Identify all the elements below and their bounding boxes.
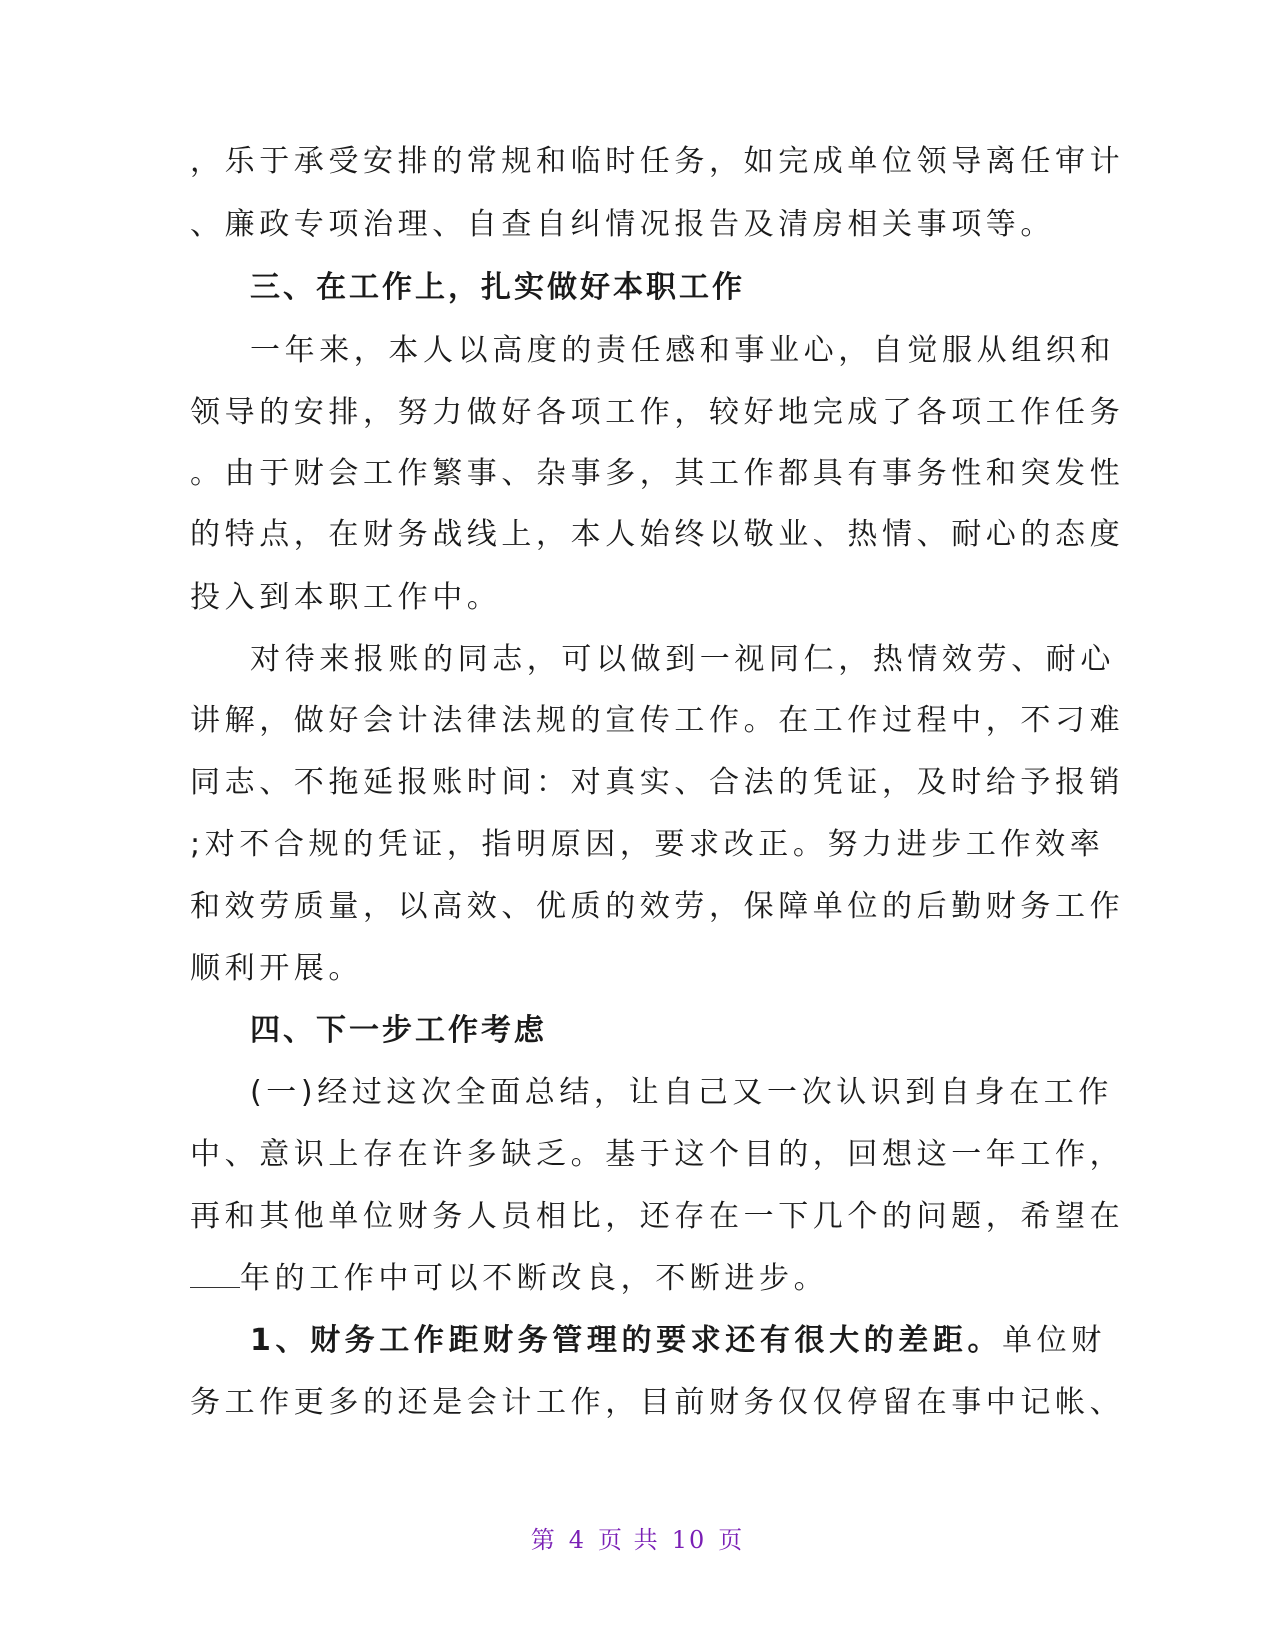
paragraph-line: 对待来报账的同志，可以做到一视同仁，热情效劳、耐心: [250, 642, 1115, 677]
numbered-point-text: 单位财: [1002, 1323, 1106, 1358]
paragraph-line: 、廉政专项治理、自查自纠情况报告及清房相关事项等。: [190, 207, 1055, 242]
paragraph-line: 同志、不拖延报账时间：对真实、合法的凭证，及时给予报销: [190, 765, 1125, 800]
paragraph-line-numbered: [250, 1321, 1106, 1361]
paragraph-line: 领导的安排，努力做好各项工作，较好地完成了各项工作任务: [190, 395, 1125, 430]
paragraph-line: (一)经过这次全面总结，让自己又一次认识到自身在工作: [250, 1075, 1114, 1110]
paragraph-line: 投入到本职工作中。: [190, 580, 502, 615]
paragraph-line: 和效劳质量，以高效、优质的效劳，保障单位的后勤财务工作: [190, 889, 1125, 924]
paragraph-line-text: 年的工作中可以不断改良，不断进步。: [240, 1261, 829, 1296]
footer-middle: 页 共: [598, 1526, 660, 1554]
section-heading-3: 三、在工作上，扎实做好本职工作: [250, 270, 745, 305]
paragraph-line: ;对不合规的凭证，指明原因，要求改正。努力进步工作效率: [190, 827, 1105, 862]
paragraph-line: 的特点，在财务战线上，本人始终以敬业、热情、耐心的态度: [190, 517, 1125, 552]
paragraph-line: 再和其他单位财务人员相比，还存在一下几个的问题，希望在: [190, 1199, 1125, 1234]
paragraph-line: 顺利开展。: [190, 951, 363, 986]
paragraph-line-with-blank: [190, 1259, 828, 1299]
paragraph-line: 讲解，做好会计法律法规的宣传工作。在工作过程中，不刁难: [190, 703, 1125, 738]
paragraph-line: 。由于财会工作繁事、杂事多，其工作都具有事务性和突发性: [190, 456, 1125, 491]
paragraph-line: ，乐于承受安排的常规和临时任务，如完成单位领导离任审计: [190, 144, 1125, 179]
numbered-point-title: 1、财务工作距财务管理的要求还有很大的差距。: [250, 1323, 1003, 1358]
year-blank: [190, 1261, 240, 1288]
footer-prefix: 第: [530, 1526, 557, 1554]
section-heading-4: 四、下一步工作考虑: [250, 1013, 547, 1048]
footer-page-number: 4: [568, 1526, 587, 1554]
footer-suffix: 页: [718, 1526, 745, 1554]
paragraph-line: 务工作更多的还是会计工作，目前财务仅仅停留在事中记帐、: [190, 1385, 1125, 1420]
paragraph-line: 一年来，本人以高度的责任感和事业心，自觉服从组织和: [250, 333, 1115, 368]
footer-total-pages: 10: [671, 1526, 707, 1554]
paragraph-line: 中、意识上存在许多缺乏。基于这个目的，回想这一年工作，: [190, 1137, 1125, 1172]
page-footer: [0, 1520, 1275, 1555]
